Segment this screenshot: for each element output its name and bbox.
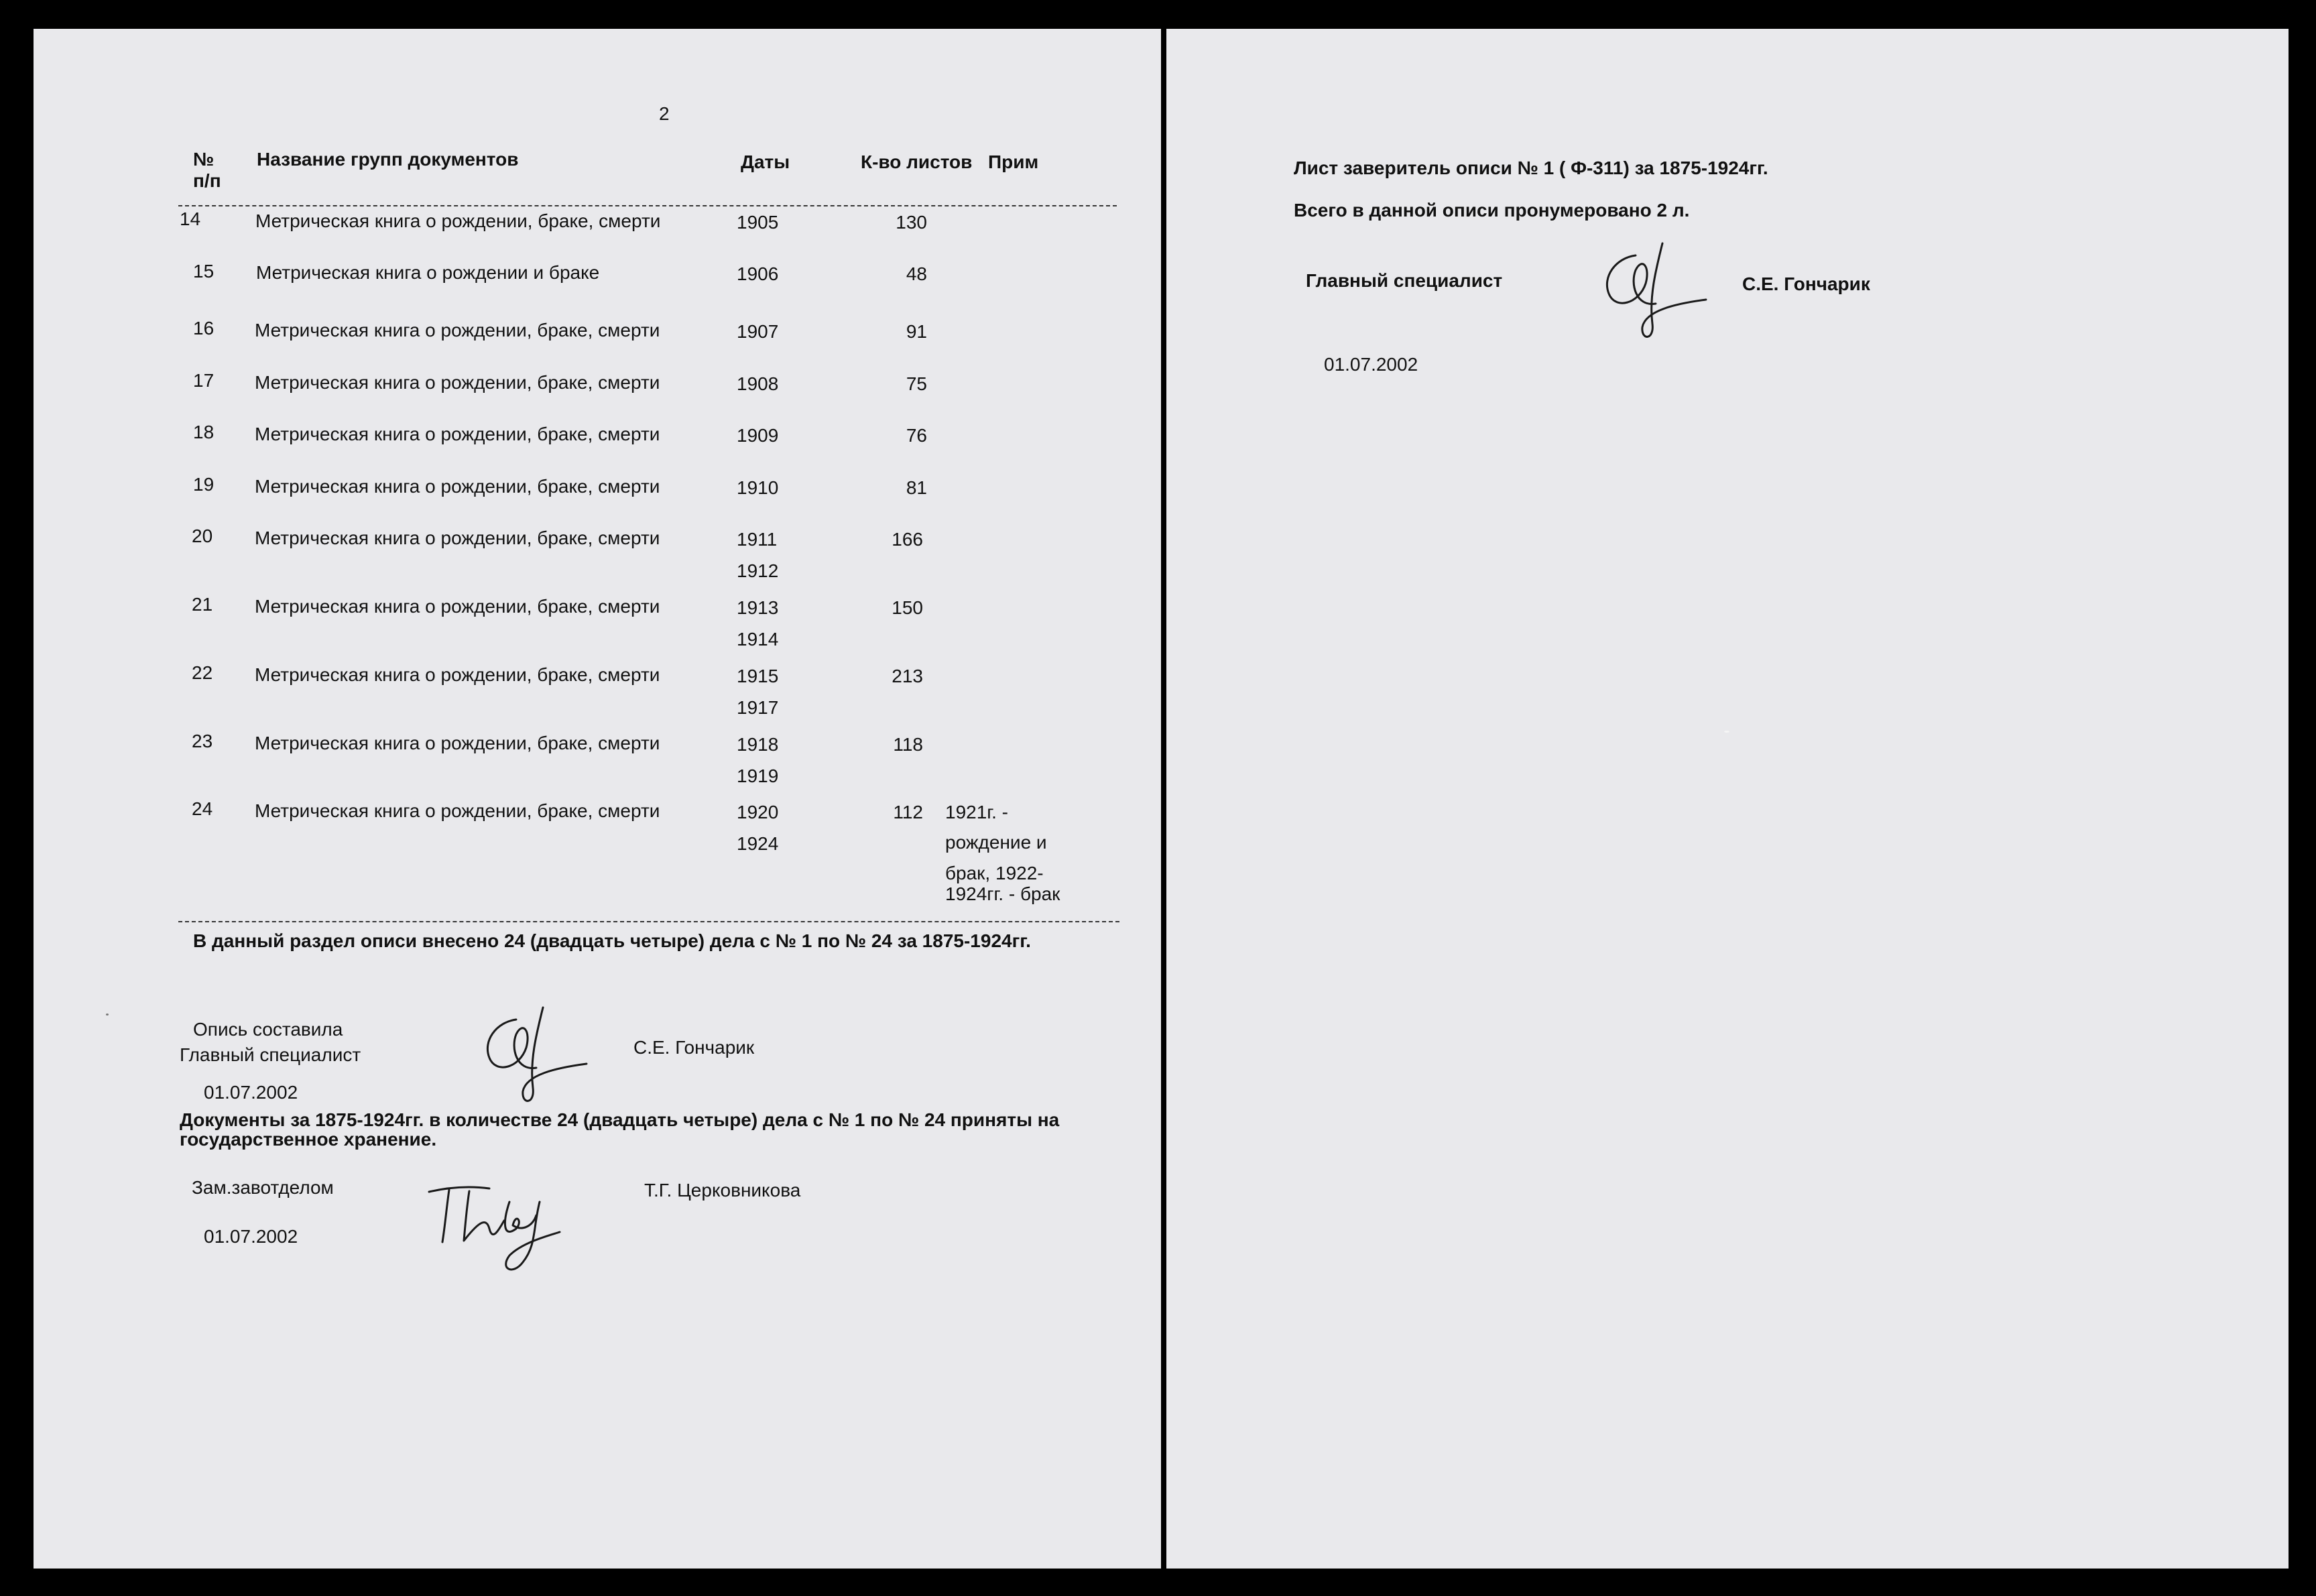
row-title: Метрическая книга о рождении, браке, смерти xyxy=(255,800,660,821)
row-date: 1914 xyxy=(737,629,779,650)
row-date: 1920 xyxy=(737,802,779,822)
row-sheets: 91 xyxy=(906,321,927,342)
inventory-page xyxy=(34,29,1161,1569)
certification-name: С.Е. Гончарик xyxy=(1742,273,1870,294)
footer-divider xyxy=(178,921,1119,922)
row-title: Метрическая книга о рождении и браке xyxy=(256,262,600,283)
row-num: 24 xyxy=(192,798,213,819)
row-note: 1924гг. - брак xyxy=(945,883,1060,904)
certification-date: 01.07.2002 xyxy=(1324,354,1418,375)
row-sheets: 76 xyxy=(906,425,927,446)
signature-goncharik-certification xyxy=(1589,230,1723,351)
row-date: 1908 xyxy=(737,373,779,394)
compiled-position: Главный специалист xyxy=(180,1044,361,1065)
row-note: брак, 1922- xyxy=(945,863,1044,883)
header-title: Название групп документов xyxy=(257,149,519,170)
row-num: 23 xyxy=(192,731,213,751)
row-date: 1909 xyxy=(737,425,779,446)
row-sheets: 150 xyxy=(892,597,923,618)
header-divider xyxy=(178,205,1117,206)
row-num: 14 xyxy=(180,208,201,229)
row-sheets: 130 xyxy=(896,212,927,233)
row-title: Метрическая книга о рождении, браке, смерти xyxy=(255,424,660,444)
signature-tserkovnikova xyxy=(416,1162,570,1289)
row-title: Метрическая книга о рождении, браке, смерти xyxy=(255,596,660,617)
row-date: 1907 xyxy=(737,321,779,342)
row-date: 1917 xyxy=(737,697,779,718)
row-num: 18 xyxy=(193,422,215,442)
row-sheets: 112 xyxy=(893,802,923,822)
row-sheets: 118 xyxy=(893,734,923,755)
accepted-text-line1: Документы за 1875-1924гг. в количестве 24 (двадцать четыре) дела с № 1 по № 24 приняты на xyxy=(180,1109,1060,1130)
accepted-date: 01.07.2002 xyxy=(204,1226,298,1247)
row-sheets: 75 xyxy=(906,373,927,394)
certification-total: Всего в данной описи пронумеровано 2 л. xyxy=(1294,200,1690,221)
certification-position: Главный специалист xyxy=(1306,270,1503,291)
row-title: Метрическая книга о рождении, браке, смерти xyxy=(255,664,660,685)
row-title: Метрическая книга о рождении, браке, смерти xyxy=(255,528,660,548)
scan-speck xyxy=(1724,731,1729,733)
accepted-text-line2: государственное хранение. xyxy=(180,1129,437,1150)
compiled-name: С.Е. Гончарик xyxy=(633,1037,755,1058)
row-date: 1915 xyxy=(737,666,779,686)
row-date: 1911 xyxy=(737,529,778,550)
row-title: Метрическая книга о рождении, браке, смерти xyxy=(255,476,660,497)
header-num-line2: п/п xyxy=(193,170,221,191)
row-note: рождение и xyxy=(945,832,1047,853)
row-sheets: 213 xyxy=(892,666,923,686)
signature-goncharik xyxy=(469,994,603,1115)
row-num: 20 xyxy=(192,526,213,546)
row-title: Метрическая книга о рождении, браке, смерти xyxy=(255,372,660,393)
row-sheets: 166 xyxy=(892,529,923,550)
row-num: 15 xyxy=(193,261,215,282)
compiled-label: Опись составила xyxy=(193,1019,343,1040)
row-sheets: 48 xyxy=(906,263,927,284)
row-num: 19 xyxy=(193,474,215,495)
row-title: Метрическая книга о рождении, браке, смерти xyxy=(255,210,661,231)
row-date: 1905 xyxy=(737,212,779,233)
header-num-line1: № xyxy=(193,149,215,170)
row-title: Метрическая книга о рождении, браке, смерти xyxy=(255,320,660,341)
row-sheets: 81 xyxy=(906,477,927,498)
row-num: 16 xyxy=(193,318,215,339)
accepted-name: Т.Г. Церковникова xyxy=(644,1180,801,1201)
header-sheets: К-во листов xyxy=(861,151,973,172)
certification-page xyxy=(1166,29,2289,1569)
row-date: 1919 xyxy=(737,765,779,786)
row-num: 22 xyxy=(192,662,213,683)
certification-title: Лист заверитель описи № 1 ( Ф-311) за 1875-1924гг. xyxy=(1294,158,1768,178)
page-number: 2 xyxy=(659,103,670,124)
row-date: 1913 xyxy=(737,597,779,618)
header-dates: Даты xyxy=(741,151,790,172)
row-date: 1906 xyxy=(737,263,779,284)
accepted-position: Зам.завотделом xyxy=(192,1177,334,1198)
scan-speck xyxy=(106,1014,109,1016)
row-title: Метрическая книга о рождении, браке, смерти xyxy=(255,733,660,753)
row-date: 1910 xyxy=(737,477,779,498)
header-note: Прим xyxy=(988,151,1039,172)
summary-text: В данный раздел описи внесено 24 (двадцать четыре) дела с № 1 по № 24 за 1875-1924гг. xyxy=(193,930,1031,951)
row-num: 21 xyxy=(192,594,213,615)
row-date: 1924 xyxy=(737,833,779,854)
row-num: 17 xyxy=(193,370,215,391)
compiled-date: 01.07.2002 xyxy=(204,1082,298,1103)
row-date: 1918 xyxy=(737,734,779,755)
row-note: 1921г. - xyxy=(945,802,1008,822)
row-date: 1912 xyxy=(737,560,779,581)
